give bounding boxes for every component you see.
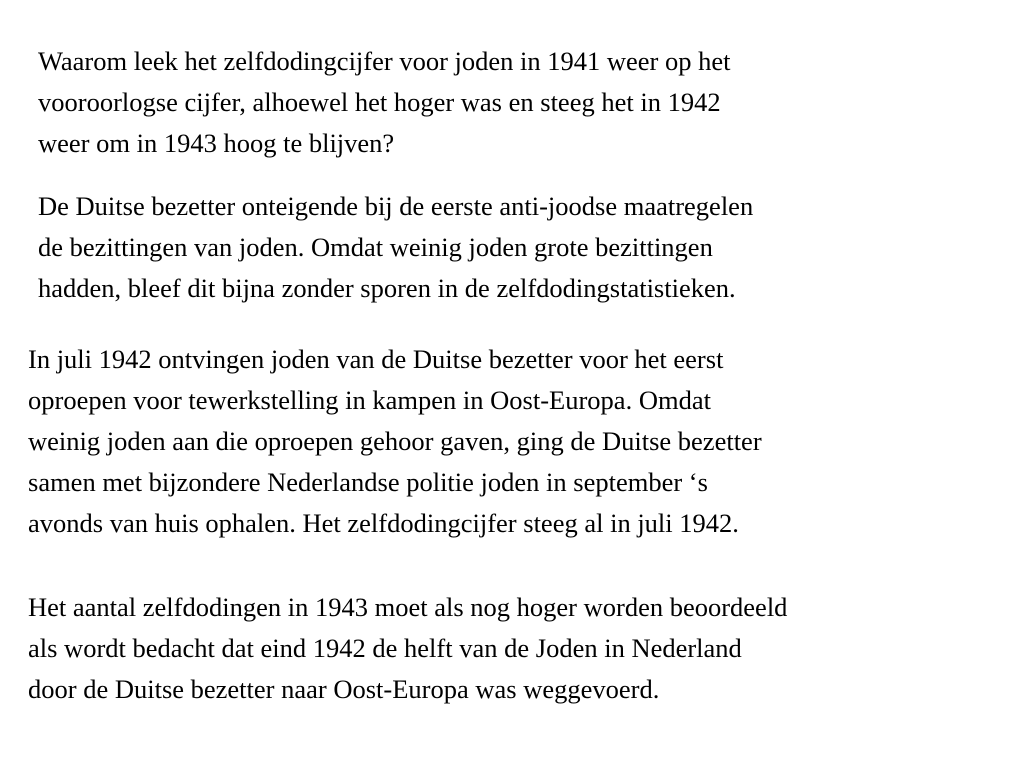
answer-line: als wordt bedacht dat eind 1942 de helft van de Joden in Nederland [28, 633, 742, 663]
answer-line: avonds van huis ophalen. Het zelfdodingcijfer steeg al in juli 1942. [28, 508, 739, 538]
answer-line: de bezittingen van joden. Omdat weinig joden grote bezittingen [38, 232, 713, 262]
answer-paragraph-july-1942 [28, 339, 762, 544]
answer-line: door de Duitse bezetter naar Oost-Europa was weggevoerd. [28, 674, 660, 704]
answer-paragraph-possessions [38, 186, 753, 309]
answer-line: De Duitse bezetter onteigende bij de eerste anti-joodse maatregelen [38, 191, 754, 221]
answer-line: In juli 1942 ontvingen joden van de Duitse bezetter voor het eerst [28, 344, 724, 374]
question-line: vooroorlogse cijfer, alhoewel het hoger was en steeg het in 1942 [38, 87, 721, 117]
answer-line: Het aantal zelfdodingen in 1943 moet als nog hoger worden beoordeeld [28, 592, 788, 622]
answer-line: oproepen voor tewerkstelling in kampen in Oost-Europa. Omdat [28, 385, 711, 415]
question-line: weer om in 1943 hoog te blijven? [38, 128, 395, 158]
answer-line: weinig joden aan die oproepen gehoor gaven, ging de Duitse bezetter [28, 426, 762, 456]
question-paragraph [38, 41, 731, 164]
answer-line: hadden, bleef dit bijna zonder sporen in de zelfdodingstatistieken. [38, 273, 736, 303]
answer-line: samen met bijzondere Nederlandse politie joden in september ‘s [28, 467, 708, 497]
question-line: Waarom leek het zelfdodingcijfer voor joden in 1941 weer op het [38, 46, 731, 76]
answer-paragraph-1943 [28, 587, 787, 710]
